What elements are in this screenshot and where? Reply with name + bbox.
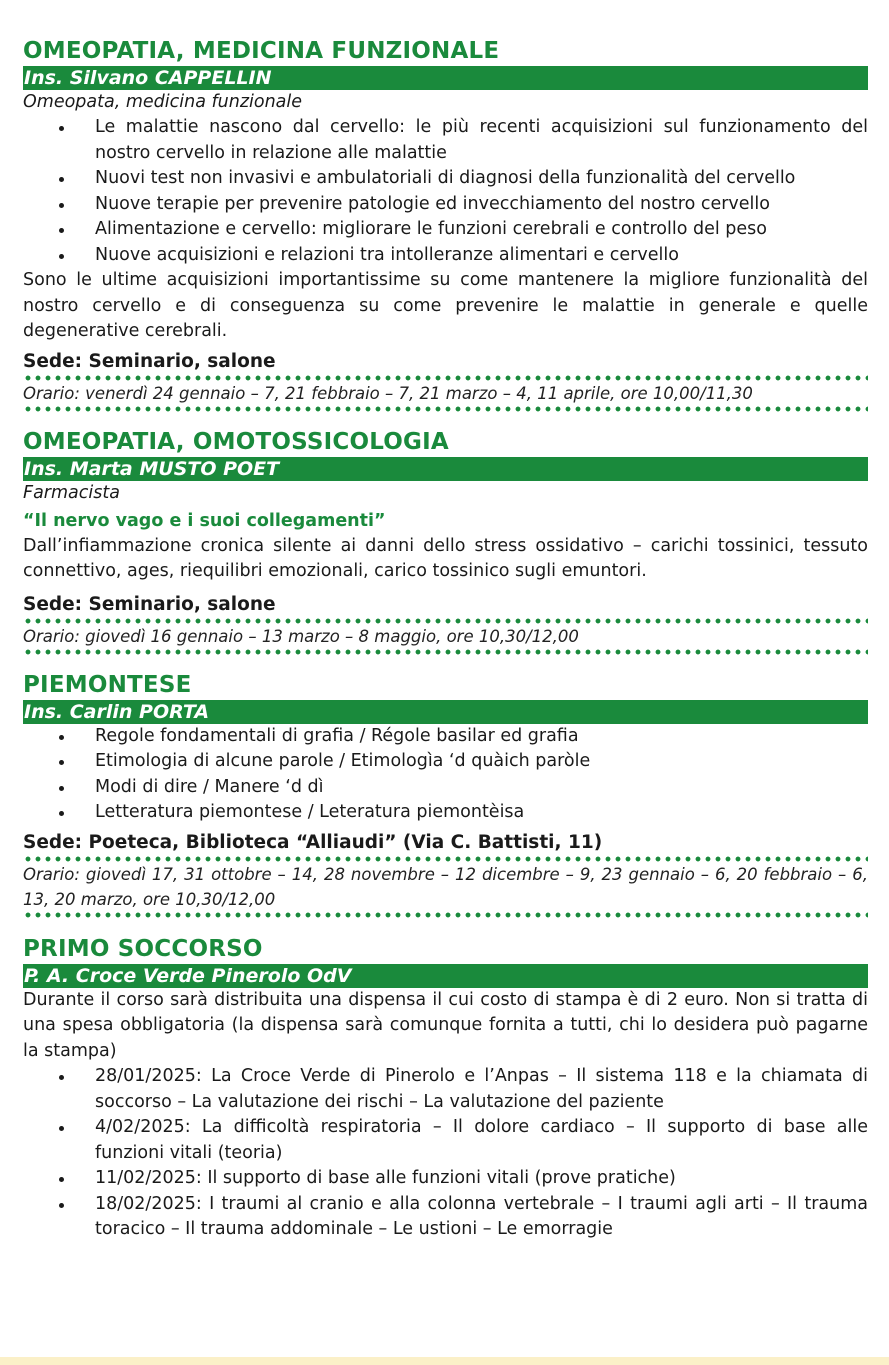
teacher-bar: Ins. Silvano CAPPELLIN	[23, 66, 868, 90]
course-primo-soccorso	[23, 934, 868, 1243]
bullet-icon	[59, 126, 64, 131]
teacher-bar: P. A. Croce Verde Pinerolo OdV	[23, 964, 868, 988]
list-item: Nuove terapie per prevenire patologie ed invecchiamento del nostro cervello	[23, 192, 868, 218]
list-item: Letteratura piemontese / Leteratura piemontèisa	[23, 800, 868, 826]
bullet-icon	[59, 1075, 64, 1080]
bullet-icon	[59, 1203, 64, 1208]
bullet-icon	[59, 254, 64, 259]
list-item: Regole fondamentali di grafia / Régole basilar ed grafia	[23, 724, 868, 750]
course-title: OMEOPATIA, MEDICINA FUNZIONALE	[23, 38, 500, 64]
venue: Sede: Poeteca, Biblioteca “Alliaudi” (Via C. Battisti, 11)	[23, 831, 603, 853]
course-omeopatia-medicina-funzionale	[23, 36, 868, 412]
page	[23, 36, 868, 1243]
course-title: OMEOPATIA, OMOTOSSICOLOGIA	[23, 428, 449, 455]
course-title: PRIMO SOCCORSO	[23, 935, 263, 962]
schedule: Orario: venerdì 24 gennaio – 7, 21 febbraio – 7, 21 marzo – 4, 11 aprile, ore 10,00/11,30	[23, 383, 753, 403]
schedule: Orario: giovedì 17, 31 ottobre – 14, 28 novembre – 12 dicembre – 9, 23 gennaio – 6, 20 febbraio – 6, 13, 20 marzo, ore 10,30/12,00	[23, 864, 868, 909]
bullet-icon	[59, 760, 64, 765]
list-item: 18/02/2025: I traumi al cranio e alla colonna vertebrale – I traumi agli arti – Il trauma toracico – Il trauma addominale – Le ustioni – Le emorragie	[23, 1192, 868, 1243]
venue: Sede: Seminario, salone	[23, 593, 276, 615]
teacher-bar: Ins. Marta MUSTO POET	[23, 457, 868, 481]
bullet-icon	[59, 1126, 64, 1131]
list-item: Etimologia di alcune parole / Etimologìa ‘d quàich paròle	[23, 749, 868, 775]
list-item: Alimentazione e cervello: migliorare le funzioni cerebrali e controllo del peso	[23, 217, 868, 243]
list-item: Le malattie nascono dal cervello: le più recenti acquisizioni sul funzionamento del nostro cervello in relazione alle malattie	[23, 115, 868, 166]
description: Sono le ultime acquisizioni importantissime su come mantenere la migliore funzionalità del nostro cervello e di conseguenza su come prevenire le malattie in generale e quelle degenerative cerebrali.	[23, 270, 868, 341]
bullet-icon	[59, 177, 64, 182]
list-item: 28/01/2025: La Croce Verde di Pinerolo e l’Anpas – Il sistema 118 e la chiamata di soccorso – La valutazione dei rischi – La valutazione del paziente	[23, 1064, 868, 1115]
bullet-icon	[59, 811, 64, 816]
description: Dall’infiammazione cronica silente ai danni dello stress ossidativo – carichi tossinici, tessuto connettivo, ages, riequilibri emozionali, carico tossinico sugli emuntori.	[23, 535, 868, 581]
bullet-icon	[59, 228, 64, 233]
course-title: PIEMONTESE	[23, 671, 192, 698]
venue: Sede: Seminario, salone	[23, 350, 276, 372]
teacher-bar: Ins. Carlin PORTA	[23, 700, 868, 724]
course-omeopatia-omotossicologia	[23, 427, 868, 655]
teacher-role: Omeopata, medicina funzionale	[23, 92, 303, 112]
dotted-divider	[23, 912, 868, 918]
dotted-divider	[23, 649, 868, 655]
bullet-icon	[59, 786, 64, 791]
dotted-divider	[23, 406, 868, 412]
bullet-icon	[59, 203, 64, 208]
lesson-list	[23, 1064, 868, 1243]
schedule: Orario: giovedì 16 gennaio – 13 marzo – 8 maggio, ore 10,30/12,00	[23, 626, 579, 646]
teacher-role: Farmacista	[23, 482, 120, 503]
list-item: Nuove acquisizioni e relazioni tra intolleranze alimentari e cervello	[23, 243, 868, 269]
list-item: 11/02/2025: Il supporto di base alle funzioni vitali (prove pratiche)	[23, 1166, 868, 1192]
list-item: Nuovi test non invasivi e ambulatoriali di diagnosi della funzionalità del cervello	[23, 166, 868, 192]
description: Durante il corso sarà distribuita una dispensa il cui costo di stampa è di 2 euro. Non si tratta di una spesa obbligatoria (la dispensa sarà comunque fornita a tutti, chi lo desidera può pagarne la stampa)	[23, 989, 868, 1061]
footer-strip	[0, 1357, 889, 1365]
list-item: Modi di dire / Manere ‘d dì	[23, 775, 868, 801]
list-item: 4/02/2025: La difficoltà respiratoria – Il dolore cardiaco – Il supporto di base alle funzioni vitali (teoria)	[23, 1115, 868, 1166]
topic-list	[23, 115, 868, 268]
course-piemontese	[23, 670, 868, 918]
lecture-title: “Il nervo vago e i suoi collegamenti”	[23, 510, 386, 531]
bullet-icon	[59, 1177, 64, 1182]
bullet-icon	[59, 735, 64, 740]
topic-list	[23, 724, 868, 826]
